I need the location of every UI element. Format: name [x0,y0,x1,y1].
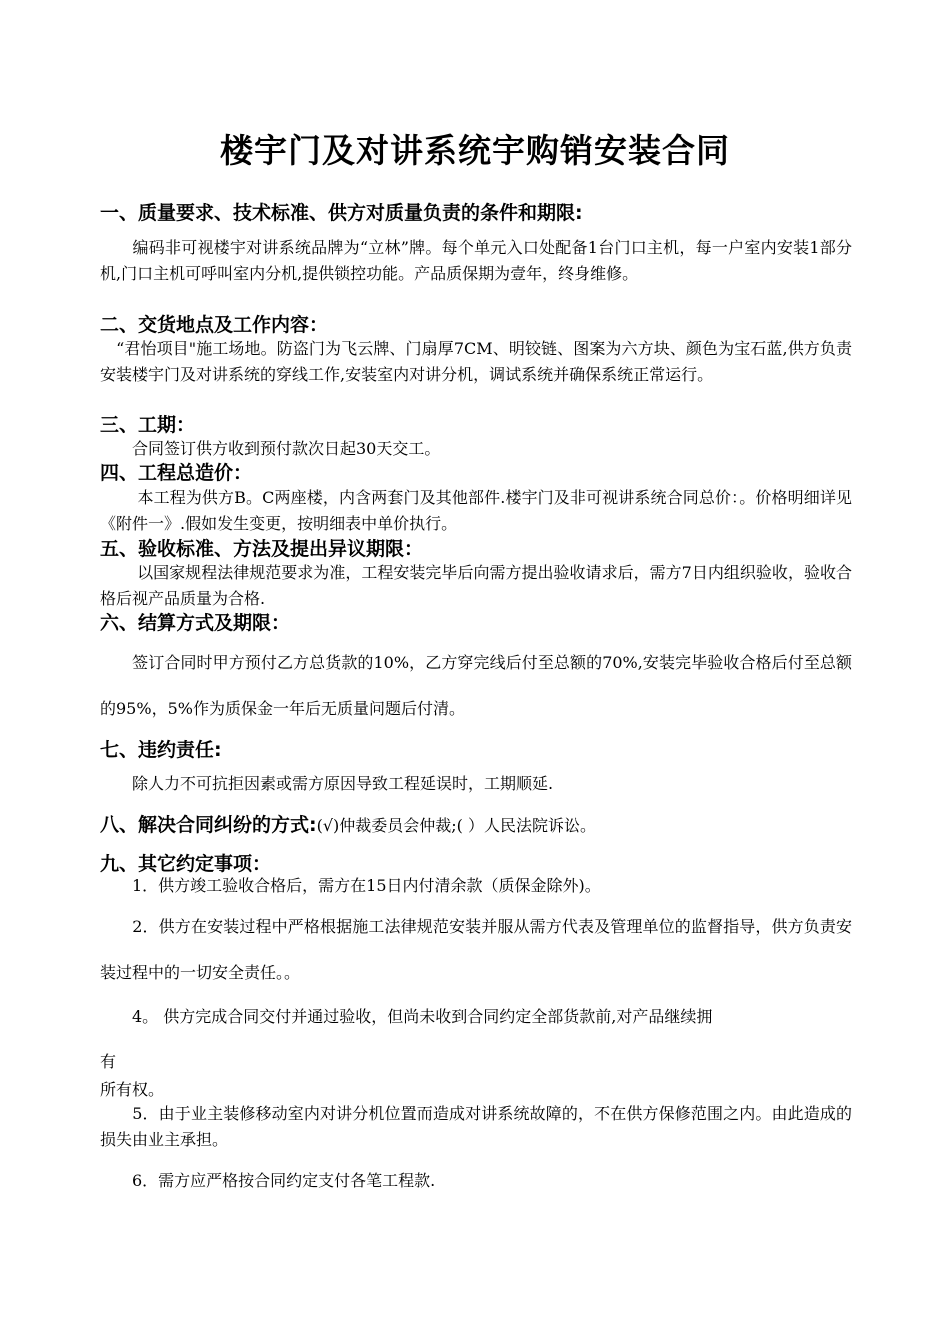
section-6-heading: 六、结算方式及期限： [100,612,291,634]
section-2-body: “君怡项目"施工场地。防盗门为飞云牌、门扇厚7CM、明铰链、图案为六方块、颜色为宝石蓝,供方负责安装楼宇门及对讲系统的穿线工作,安装室内对讲分机，调试系统并确保系统正常运行。 [100,339,852,384]
section-9-item-1: 1．供方竣工验收合格后，需方在15日内付清余款（质保金除外)。 [100,876,601,895]
section-1-body: 编码非可视楼宇对讲系统品牌为“立林”牌。每个单元入口处配备1台门口主机，每一户室内安装1部分机,门口主机可呼叫室内分机,提供锁控功能。产品质保期为壹年，终身维修。 [100,238,852,283]
section-1-heading: 一、质量要求、技术标准、供方对质量负责的条件和期限: [100,202,583,224]
section-8-heading [100,812,860,839]
dispute-resolution-options: (√)仲裁委员会仲裁;( ）人民法院诉讼。 [316,816,597,835]
section-9-item-5: 5．由于业主装修移动室内对讲分机位置而造成对讲系统故障的，不在供方保修范围之内。由此造成的损失由业主承担。 [100,1104,852,1149]
section-3-heading: 三、工期： [100,414,196,436]
section-5-body: 以国家规程法律规范要求为准，工程安装完毕后向需方提出验收请求后，需方7日内组织验收，验收合格后视产品质量为合格. [100,563,852,608]
section-8-heading-label: 八、解决合同纠纷的方式: [100,814,317,836]
section-9-item-4-cont: 有 [100,1052,117,1071]
section-6-body: 签订合同时甲方预付乙方总货款的10%，乙方穿完线后付至总额的70%,安装完毕验收合格后付至总额的95%，5%作为质保金一年后无质量问题后付清。 [100,653,852,718]
section-2-heading: 二、交货地点及工作内容： [100,314,329,336]
section-7-heading: 七、违约责任: [100,739,222,761]
section-9-item-4-cont2: 所有权。 [100,1080,165,1099]
section-5-heading: 五、验收标准、方法及提出异议期限： [100,538,424,560]
document-title: 楼宇门及对讲系统宇购销安装合同 [220,131,730,170]
section-9-heading: 九、其它约定事项： [100,853,272,875]
section-9-item-2: 2．供方在安装过程中严格根据施工法律规范安装并服从需方代表及管理单位的监督指导，供方负责安装过程中的一切安全责任。。 [100,917,852,982]
section-9-item-4: 4。 供方完成合同交付并通过验收，但尚未收到合同约定全部货款前,对产品继续拥 [100,1007,713,1026]
section-4-body: 本工程为供方B。C两座楼，内含两套门及其他部件.楼宇门及非可视讲系统合同总价：。价格明细详见《附件一》.假如发生变更，按明细表中单价执行。 [100,488,852,533]
section-7-body: 除人力不可抗拒因素或需方原因导致工程延误时，工期顺延. [100,774,554,793]
section-9-item-6: 6．需方应严格按合同约定支付各笔工程款. [100,1171,436,1190]
section-4-heading: 四、工程总造价： [100,462,253,484]
section-3-body: 合同签订供方收到预付款次日起30天交工。 [100,439,441,458]
